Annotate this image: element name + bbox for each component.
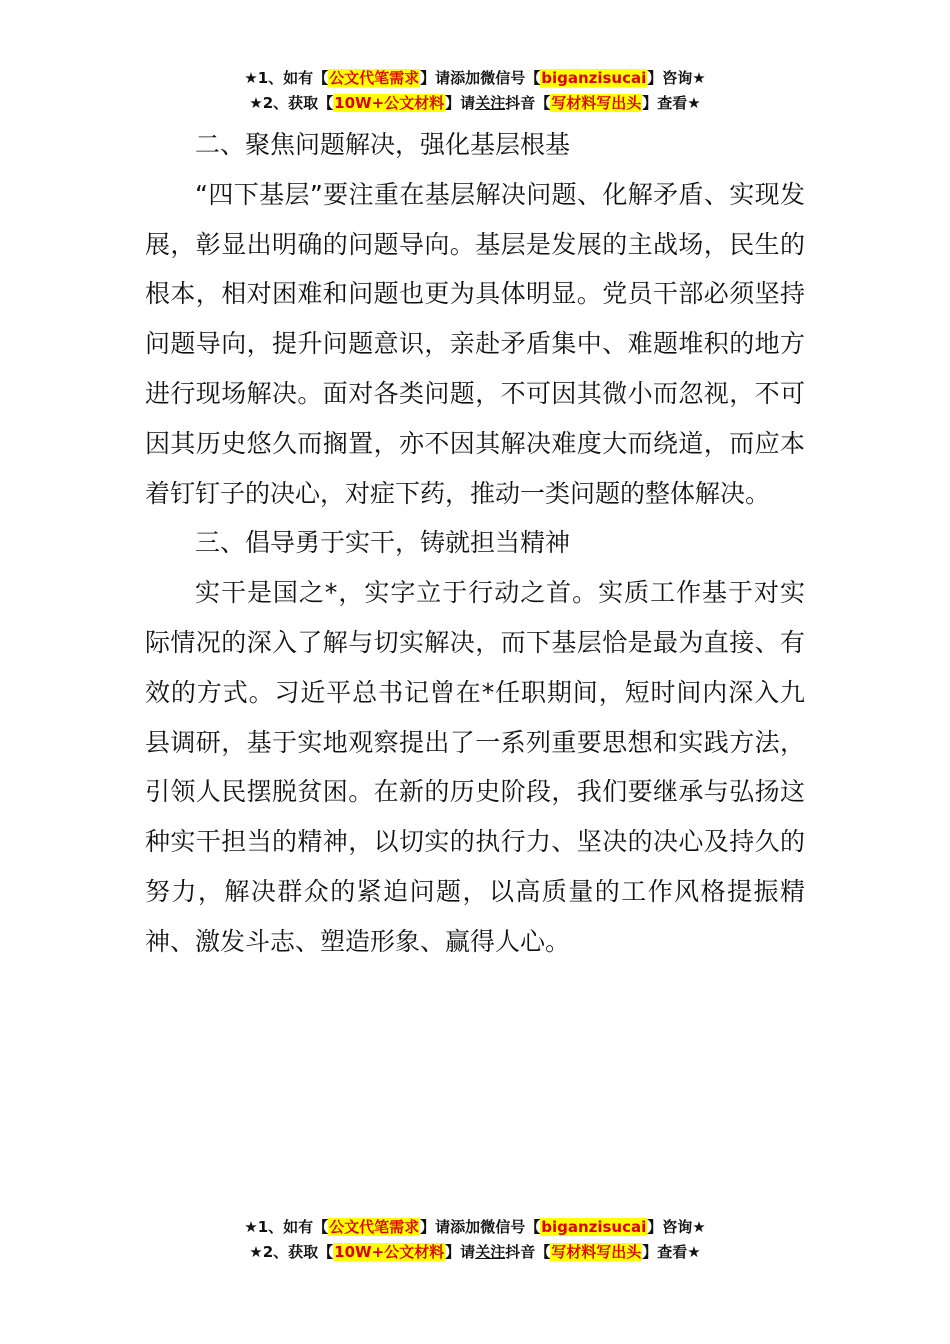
highlight-materials: 10W+公文材料 [334, 1243, 445, 1261]
banner-text: 2、获取【 [262, 94, 334, 112]
highlight-wechat-id: biganzisucai [541, 69, 647, 87]
paragraph-hard-work: 实干是国之*，实字立于行动之首。实质工作基于对实际情况的深入了解与切实解决，而下基层恰是最为直接、有效的方式。习近平总书记曾在*任职期间，短时间内深入九县调研，基于实地观察提出了一系列重要思想和实践方法，引领人民摆脱贫困。在新的历史阶段，我们要继承与弘扬这种实干担当的精神，以切实的执行力、坚决的决心及持久的努力，解决群众的紧迫问题，以高质量的工作风格提振精神、激发斗志、塑造形象、赢得人心。 [145, 578, 805, 956]
highlight-douyin-id: 写材料写出头 [551, 94, 642, 112]
banner-line-2 [0, 1240, 950, 1265]
banner-emphasis: 关注 [475, 94, 506, 112]
banner-emphasis: 关注 [475, 1243, 506, 1261]
star-icon: ★ [249, 1243, 263, 1261]
banner-text: 】请 [420, 1218, 451, 1236]
banner-text: 微信号【 [480, 1218, 541, 1236]
star-icon: ★ [692, 69, 706, 87]
section-heading-2: 二、聚焦问题解决，强化基层根基 [195, 130, 571, 159]
banner-text: 1、如有【 [257, 1218, 329, 1236]
star-icon: ★ [244, 1218, 258, 1236]
banner-text: 】请 [445, 94, 476, 112]
banner-text: 2、获取【 [262, 1243, 334, 1261]
banner-text: 】请 [420, 69, 451, 87]
footer-banner [0, 1215, 950, 1265]
star-icon: ★ [249, 94, 263, 112]
banner-emphasis: 添加 [450, 1218, 481, 1236]
highlight-wechat-id: biganzisucai [541, 1218, 647, 1236]
highlight-service: 公文代笔需求 [329, 1218, 420, 1236]
banner-text: 抖音【 [505, 94, 551, 112]
highlight-service: 公文代笔需求 [329, 69, 420, 87]
highlight-douyin-id: 写材料写出头 [551, 1243, 642, 1261]
banner-text: 1、如有【 [257, 69, 329, 87]
header-banner [0, 66, 950, 116]
banner-emphasis: 添加 [450, 69, 481, 87]
banner-text: 】咨询 [647, 1218, 693, 1236]
star-icon: ★ [687, 94, 701, 112]
section-heading-3: 三、倡导勇于实干，铸就担当精神 [195, 528, 571, 558]
document-body [145, 120, 805, 967]
star-icon: ★ [244, 69, 258, 87]
banner-text: 抖音【 [505, 1243, 551, 1261]
banner-line-1 [0, 66, 950, 91]
banner-text: 】请 [445, 1243, 476, 1261]
banner-text: 】查看 [642, 1243, 688, 1261]
highlight-materials: 10W+公文材料 [334, 94, 445, 112]
banner-text: 】咨询 [647, 69, 693, 87]
star-icon: ★ [692, 1218, 706, 1236]
banner-text: 微信号【 [480, 69, 541, 87]
banner-text: 】查看 [642, 94, 688, 112]
banner-line-2 [0, 91, 950, 116]
paragraph-problem-solving: “四下基层”要注重在基层解决问题、化解矛盾、实现发展，彰显出明确的问题导向。基层是发展的主战场，民生的根本，相对困难和问题也更为具体明显。党员干部必须坚持问题导向，提升问题意识，亲赴矛盾集中、难题堆积的地方进行现场解决。面对各类问题，不可因其微小而忽视，不可因其历史悠久而搁置，亦不因其解决难度大而绕道，而应本着钉钉子的决心，对症下药，推动一类问题的整体解决。 [145, 179, 805, 508]
banner-line-1 [0, 1215, 950, 1240]
star-icon: ★ [687, 1243, 701, 1261]
